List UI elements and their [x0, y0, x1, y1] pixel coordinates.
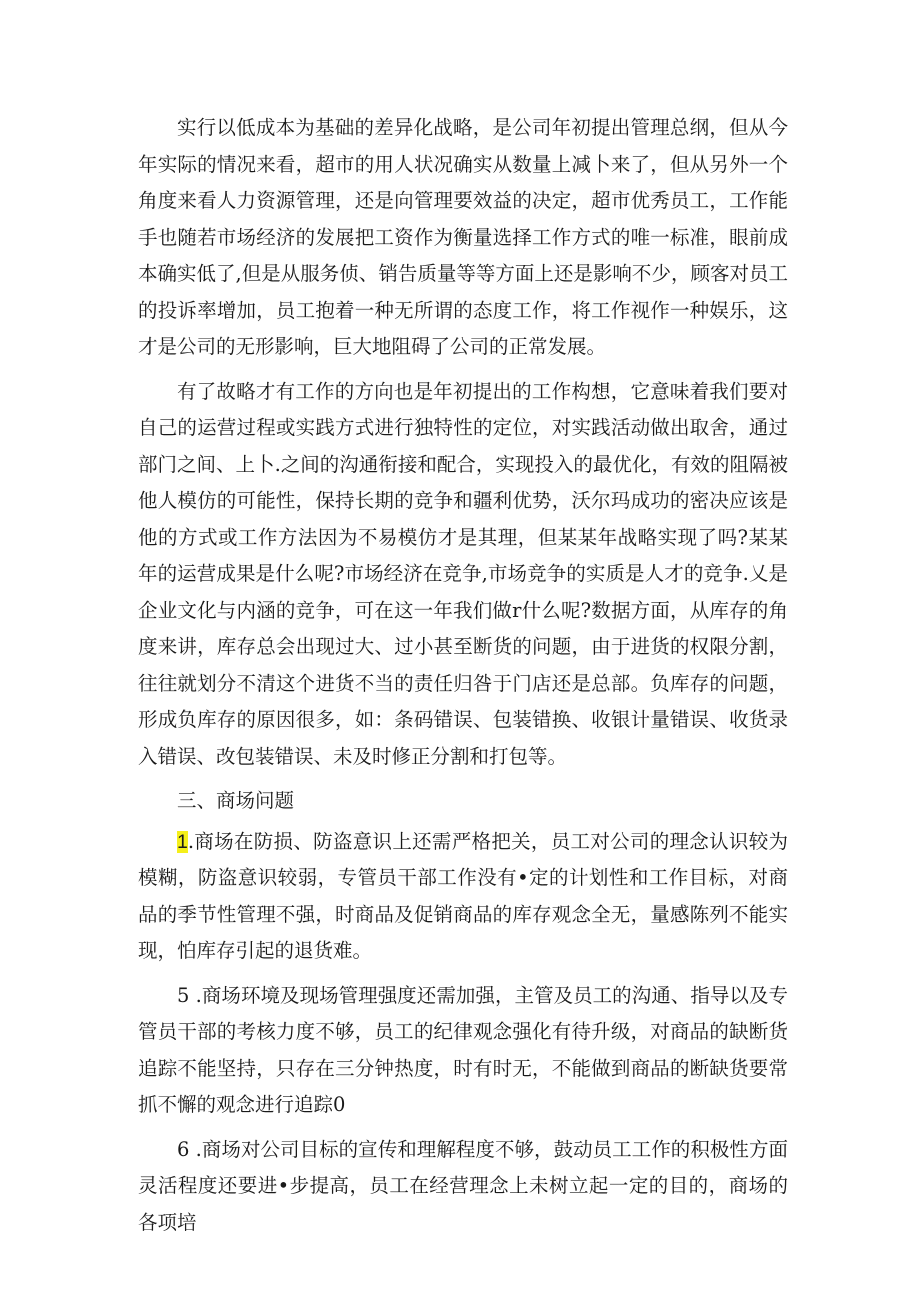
section-heading: 三、商场问题	[177, 789, 295, 812]
document-body	[138, 110, 788, 1249]
list-item-1-text: .商场在防损、防盗意识上还需严格把关，员工对公司的理念认识较为模糊，防盗意识较弱，专管员干部工作没有•定的计划性和工作目标，对商品的季节性管理不强，时商品及促销商品的库存观念全无，量感陈列不能实现，怕库存引起的退货难。	[138, 829, 788, 962]
list-item-5: 5 .商场环境及现场管理强度还需加强，主管及员工的沟通、指导以及专管员干部的考核力度不够，员工的纪律观念强化有待升级，对商品的缺断货追踪不能坚持，只存在三分钟热度，时有时无，不能做到商品的断缺货要常抓不懈的观念进行追踪0	[138, 983, 788, 1116]
list-item-1	[138, 824, 788, 970]
paragraph-operations: 有了故略才有工作的方向也是年初提出的工作构想，它意味着我们要对自己的运营过程或实践方式进行独特性的定位，对实践活动做出取舍，通过部门之间、上卜.之间的沟通衔接和配合，实现投入的最优化，有效的阻隔被他人模仿的可能性，保持长期的竞争和疆利优势，沃尔玛成功的密决应该是他的方式或工作方法因为不易模仿才是其理，但某某年战略实现了吗?某某年的运营成果是什么呢?市场经济在竞争,市场竞争的实质是人才的竞争.乂是企业文化与内涵的竞争，可在这一年我们做r什么呢?数据方面，从库存的角度来讲，库存总会出现过大、过小甚至断货的问题，由于进货的权限分割，往往就划分不清这个进货不当的责任归咎于门店还是总部。负库存的问题，形成负库存的原因很多，如：条码错误、包装错换、收银计量错误、收货录入错误、改包装错误、未及时修正分割和打包等。	[138, 379, 788, 768]
list-item-6: 6 .商场对公司目标的宣传和理解程度不够，鼓动员工工作的积极性方面灵活程度还要进•步提高，员工在经营理念上未树立起一定的目的，商场的各项培	[138, 1137, 788, 1234]
paragraph-strategy: 实行以低成本为基础的差异化战略，是公司年初提出管理总纲，但从今年实际的情况来看，超市的用人状况确实从数量上减卜来了，但从另外一个角度来看人力资源管理，还是向管理要效益的决定，超市优秀员工，工作能手也随若市场经济的发展把工资作为衡量选择工作方式的唯一标准，眼前成本确实低了,但是从服务侦、销告质量等等方面上还是影响不少，顾客对员工的投诉率增加，员工抱着一种无所谓的态度工作，将工作视作一种娱乐，这才是公司的无形影响，巨大地阻碍了公司的正常发展。	[138, 116, 788, 358]
highlighted-number: 1	[177, 830, 188, 853]
